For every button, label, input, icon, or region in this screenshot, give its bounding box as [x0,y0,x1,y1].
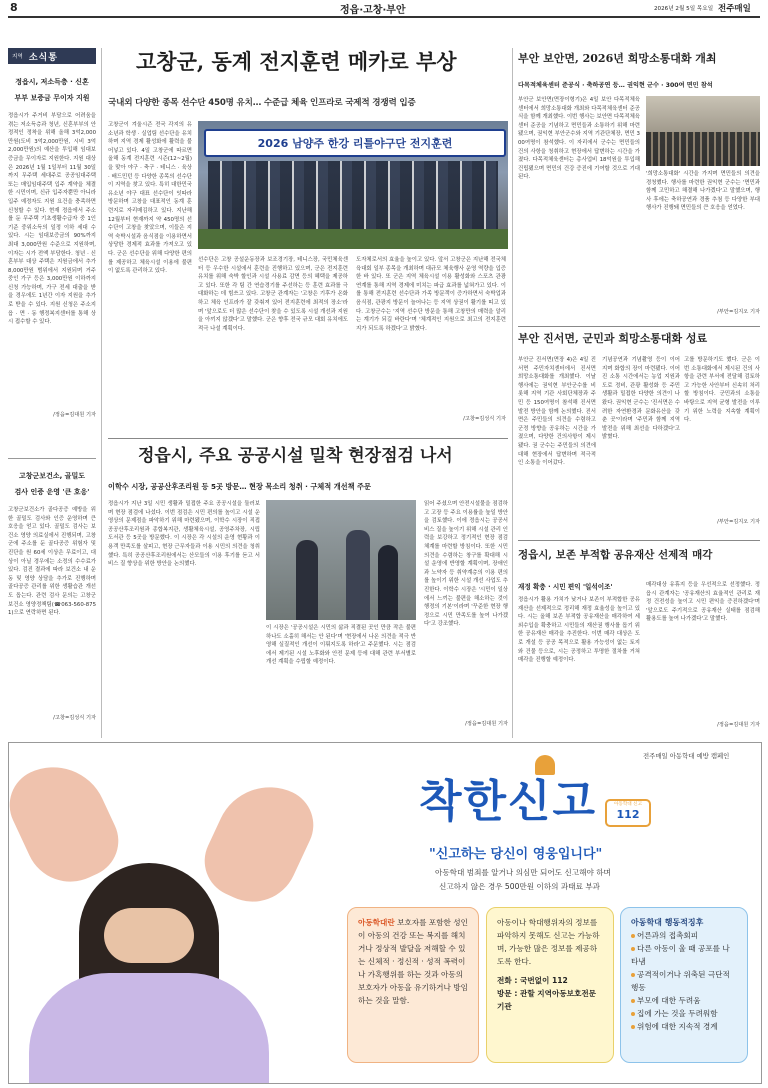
ad-illustration [9,743,319,1083]
article3-col2: '희망소통대화' 시간을 가지며 면민들의 의견을 경청했다. 행사를 마련한 권익현 군수는 '면민과 함께 고민하고 해결해 나가겠다'고 말했으며, 행사 후에는 축하공연과 경품 추첨 등 다양한 부대행사가 진행돼 면민들의 큰 호응을 얻었다. [646,171,760,212]
team-group [208,161,498,231]
item1-headline-2: 부부 보증금 무이자 지원 [14,94,90,102]
bullet-icon [631,999,635,1003]
badge-num: 112 [616,808,640,821]
box3-item-5: 위험에 대한 지속적 경계 [631,1020,737,1033]
bullet-icon [631,1025,635,1029]
article1-col3: 도자체로서의 효율을 높이고 있다. 앞서 고창군은 지난해 전국체육대회 일부 종목을 개최하며 대규모 체육행사 운영 역량을 입증한 바 있다. 또 군은 지역 체육시설 이용 활성화와 스포츠 관광 연계를 통해 지역 경제에 미치는 파급 효과를 넓혀가고 있다. 이를 통해 전지훈련 선수단과 가족 방문객이 증가하면서 숙박업과 음식점, 관광지 방문이 늘어나는 등 지역 상권이 활기를 띠고 있다. 고창군수는 '지역 선수단 방문을 통해 고창만의 매력을 알리는 계기가 되길 바란다'며 '체계적인 지원으로 최고의 전지훈련지가 되도록 하겠다'고 밝혔다. [356,257,506,332]
right-column-rule [512,48,513,738]
sidebar [8,48,96,738]
article4-col2: 기념공연과 기념촬영 등이 이어지며 화합의 장이 마련됐다. 이어진 소통 시간에서는 농업 지원과 도로 정비, 관광 활성화 등 주민 생활과 밀접한 다양한 의견이 나왔다. 권익현 군수는 '진서면은 수려한 자연환경과 문화유산을 갖춘 곳'이라며 '주민과 함께 지역 발전을 위해 최선을 다하겠다'고 밝혔다. [602,357,680,441]
article5-subheadline: 재정 확충 · 시민 편익 '일석이조' [518,583,613,591]
box3-item-0: 어른과의 접촉회피 [631,929,737,942]
article3-col1: 부안군 보안면(면장이형기)은 4일 보안 다목적체육센터에서 희망소통대화 개최와 다목적체육센터 준공식을 함께 개최했다. 이번 행사는 보안면 다목적체육센터 준공을 기념하고 면민들과 소통하기 위해 마련됐으며, 권익현 부안군수와 지역 기관단체장, 면민 300여명이 참석했다. 이 자리에서 군수는 면민들의 건의 사항을 청취하고 현장에서 답변하는 시간을 가졌다. 다목적체육센터는 총사업비 18억원을 투입해 건립됐으며 면민의 건강 증진에 기여할 것으로 기대된다. [518,97,640,181]
box3-title: 아동학대 행동적징후 [631,918,704,927]
bullet-icon [631,1012,635,1016]
article5-credit: /정읍=김대원 기자 [717,722,760,728]
article3-headline: 부안 보안면, 2026년 희망소통대화 개최 [518,52,717,65]
box3-item-1: 다른 아동이 울 때 공포를 나타냄 [631,944,730,966]
article3-subheadline: 다목적체육센터 준공식 · 축하공연 등… 권익현 군수 · 300여 면민 참석 [518,82,713,89]
article1-photo [198,121,508,249]
item1-headline-1: 정읍시, 저소득층 · 신혼 [15,78,89,86]
sidebar-divider [8,458,96,459]
article5-col2-wrap [646,581,760,728]
article1-col2: 선수단은 고창 공설운동장과 보조경기장, 테니스장, 국민체육센터 등 우수한 시설에서 훈련을 진행하고 있으며, 군은 전지훈련 유치를 위해 숙박 할인과 시설 사용료 감면 등의 혜택을 제공하고 있다. 또한 각 팀 간 연습경기를 주선하는 등 훈련 효과를 극대화하는 데 힘쓰고 있다. 고창군 관계자는 '고창은 기후가 온화하고 체육 인프라가 잘 갖춰져 있어 전지훈련에 최적의 장소'라며 '앞으로도 더 많은 선수단이 찾을 수 있도록 시설 개선과 지원을 아끼지 않겠다'고 말했다. 군은 향후 전국 규모 대회 유치에도 적극 나설 계획이다. [198,257,348,332]
ad-panel [8,742,762,1084]
article3-col2-wrap [646,170,760,315]
article1-credit: /고창=김성식 기자 [463,416,506,422]
article2-col3-wrap [424,500,508,727]
article1-col3-wrap [356,256,506,422]
article3-bottom-rule [518,326,760,327]
article5-headline: 정읍시, 보존 부적합 공유재산 선제적 매각 [518,549,713,561]
girl-shirt [29,973,269,1083]
bullet-icon [631,947,635,951]
sidebar-tag: 지역 [12,54,23,60]
section-title: 정읍·고창·부안 [340,5,406,16]
article1-col1: 고창군이 겨울시즌 전국 각지의 유소년과 학생 · 실업팀 선수단을 유치하며 지역 경제 활성화에 활력을 불어넣고 있다. 4일 고창군에 따르면 올해 동계 전지훈련 시즌(12~2월)을 맞아 야구 · 축구 · 테니스 · 육상 · 배드민턴 등 다양한 종목의 선수단이 지역을 찾고 있다. 특히 대한민국 유소년 야구 대표 선수단이 잇따라 방문하며 고창을 대표적인 동계 훈련지로 자리매김하고 있다. 지난해 12월부터 현재까지 약 450명의 선수단이 고창을 찾았으며, 이들은 지역 숙박시설과 음식점을 이용하면서 상당한 경제적 효과를 가져오고 있다. 군은 선수단을 위해 다양한 편의를 제공하고 체육시설 이용에 불편이 없도록 관리하고 있다. [108,122,192,275]
item1-credit: /정읍=김대원 기자 [53,412,96,418]
article3-photo [646,96,760,166]
article4-col3: 고를 방문하기도 했다. 군은 이번 소통대화에서 제시된 건의 사항을 관련 부서에 전달해 검토하고 가능한 사안부터 신속히 처리할 방침이다. 군민과의 소통을 바탕으로 지역 균형 발전을 이루기 위한 노력을 지속할 계획이다. [684,357,760,424]
girl-hands [104,908,194,963]
sidebar-item-2 [8,468,96,721]
ad-slogan: "신고하는 당신이 영웅입니다" [429,847,603,862]
article5-col2: 매각대상 유휴지 등을 우선적으로 선정했다. 정읍시 관계자는 '공유재산의 효율적인 관리로 재정 건전성을 높이고 시민 편익을 증진하겠다'며 '앞으로도 주기적으로 공유재산 실태를 점검해 활용도를 높여 나가겠다'고 말했다. [646,582,760,623]
item2-body: 고창군보건소가 골다공증 예방을 위한 골밀도 검사와 인증 운영하며 큰 호응을 얻고 있다. 골밀도 검사는 보건소 영양 의료실에서 진행되며, 고창군에 주소를 둔 골다공증 위험자 및 진단을 원 60세 이상은 무료이고, 대상이 아닐 경우에는 소정의 수수료가 있다. 검진 결과에 따라 보건소 내 운동 및 영양 상담을 추가로 진행하며 골다공증 관리를 위한 생활습관 개선도 돕는다. 관련 검사 문의는 고창군보건소 영양정책팀(☎063-560-8751)으로 연락하면 된다. [8,507,96,617]
box3-item-2: 공격적이거나 위축된 극단적 행동 [631,970,730,992]
sidebar-title: 소식통 [28,52,58,63]
badge-112 [605,799,651,827]
sidebar-item-1 [8,64,96,418]
ad-desc-1: 아동학대 범죄를 알거나 의심만 되어도 신고해야 하며 [435,868,611,877]
article2-credit: /정읍=김대원 기자 [465,721,508,727]
article3-credit: /부안=김지오 기자 [717,309,760,315]
box2-phone: 전화 : 국번없이 112 [497,976,568,985]
item2-credit: /고창=김성식 기자 [53,715,96,721]
article2-headline: 정읍시, 주요 공공시설 밀착 현장점검 나서 [138,446,453,466]
item2-headline-1: 고창군보건소, 골밀도 [19,472,85,480]
ad-desc-2: 신고하지 않은 경우 500만원 이하의 과태료 부과 [439,882,601,891]
ad-title [419,765,597,829]
article5-col1: 정읍시가 활용 가치가 낮거나 보존이 부적합한 공유재산을 선제적으로 정리해 재정 효율성을 높이고 있다. 시는 올해 보존 부적합 공유재산을 매각하여 세외수입을 확충하고 시민들의 재산권 행사를 돕기 위한 공유재산 매각을 추진한다. 이번 매각 대상은 도로 개설 등 공공 목적으로 활용 가능성이 없는 토지와 건물 등으로, 시는 공정하고 투명한 절차를 거쳐 매각을 진행할 예정이다. [518,597,640,664]
siren-icon [535,755,555,775]
article1-headline: 고창군, 동계 전지훈련 메카로 부상 [136,49,457,74]
article4-credit: /부안=김지오 기자 [717,519,760,525]
sidebar-tag-bar [8,48,96,64]
article2-col2: 이 시장은 '공공시설은 시민의 삶과 직결된 곳인 만큼 작은 불편 하나도 소홀히 해서는 안 된다'며 '현장에서 나온 의견을 적극 반영해 실질적인 개선이 이뤄지도록 하라'고 주문했다. 시는 점검에서 제기된 시설 노후화와 안전 문제 등에 대해 관련 부서별로 개선 계획을 수립할 예정이다. [266,625,416,666]
person-1 [296,540,318,620]
box3-item-4: 집에 가는 것을 두려워함 [631,1007,737,1020]
bullet-icon [631,934,635,938]
training-banner-text: 2026 남양주 한강 리틀야구단 전지훈련 [257,137,453,150]
article4-col1: 부안군 진서면(면장 4)은 4일 진서면 주민자치센터에서 진서면 희망소통대화를 개최했다. 이날 행사에는 권익현 부안군수를 비롯해 지역 기관 사회단체장과 주민 등 150여명이 참석해 진서면 발전 방안을 함께 논의했다. 진서면은 주민들의 의견을 수렴하고 군정 방향을 공유하는 시간을 가졌으며, 다양한 건의사항이 제시됐다. 권 군수는 주민들의 의견에 대해 현장에서 답변하며 적극적인 소통을 이어갔다. [518,357,596,467]
ad-campaign: 전주매일 아동학대 예방 캠페인 [643,752,730,760]
ad-box-signs [620,907,748,1063]
box2-text: 아동이나 학대행위자의 정보를 파악하지 못해도 신고는 가능하며, 가능한 많은 정보를 제공하도록 한다. [497,918,600,966]
person-3 [378,545,398,620]
training-banner [204,129,506,157]
article1-bottom-rule [108,438,508,439]
ad-title-text: 착한신고 [419,776,598,827]
article2-photo [266,500,416,620]
bullet-icon [631,973,635,977]
ad-box-report [486,907,614,1063]
hand-right [193,770,319,917]
box1-text: 보호자를 포함한 성인이 아동의 건강 또는 복지를 해치거나 정상적 발달을 저해할 수 있는 신체적 · 정신적 · 성적 폭력이나 가혹행위를 하는 것과 아동의 보호자가 아동을 유기하거나 방임하는 것을 말함. [358,918,468,1005]
header-rule [8,16,760,18]
page-header [0,0,768,16]
item2-headline-2: 검사 인증 운영 '큰 호응' [14,488,90,496]
article2-col1: 정읍시가 지난 3일 시민 생활과 밀접한 주요 공공시설을 둘러보며 현장 점검에 나섰다. 이번 점검은 시민 편의를 높이고 시설 운영상의 문제점을 파악하기 위해 마련됐으며, 이학수 시장이 직접 공공산후조리원과 종합복지관, 생활체육시설, 공영주차장, 시립도서관 등 5곳을 방문했다. 이 시장은 각 시설의 운영 현황과 이용객 만족도를 살피고, 현장 근무자들과 이용 시민의 의견을 청취했다. 특히 공공산후조리원에서는 산모들의 이용 후기를 듣고 서비스 질 향상을 위한 방안을 논의했다. [108,501,260,568]
audience [646,132,760,166]
box2-visit: 방문 : 관할 지역아동보호전문기관 [497,989,596,1011]
article4-col3-wrap [684,356,760,525]
article4-bottom-rule [518,540,760,541]
badge-top: 아동학대 신고 [613,802,643,807]
article2-subheadline: 이학수 시장, 공공산후조리원 등 5곳 방문… 현장 목소리 청취 · 구체적 개선책 주문 [108,482,371,491]
item1-body: 정읍시가 주거비 부담으로 어려움을 겪는 저소득층과 청년, 신혼부부의 안정적인 정착을 위해 올해 3억2,000만원(도비 3억2,000만원, 시비 3억2,000만원)의 예산을 투입해 임대보증금을 무이자로 지원한다. 지원 대상은 2026년 1월 1일부터 11월 30일까지 무주택 세대주로 공공임대주택 또는 매입임대주택 입주 계약을 체결한 시민이며, 신규 입주자뿐만 아니라 입주 예정자도 지원 요건을 충족하면 신청할 수 있다. 현재 정읍에서 주소를 둔 무주택 기초생활수급자 중 1인 기준 중위소득의 일정 이하 세대 수 있다. 시는 임대보증금의 90%까지 최대 3,000만원 수준으로 지원하며, 이자는 시가 전액 부담한다. 청년 · 신혼부부 대상 주택은 지원금에서 추가 8,000만원 범위에서 지원되며 거주 중인 가구 등은 3,000만원 이하까지 신청 가능하며, 가구 전세 대출을 받을 경우에도 1년간 이자 지원을 추가로 받을 수 있다. 지원 신청은 주소지 읍 · 면 · 동 행정복지센터를 통해 상시 접수할 수 있다. [8,113,96,326]
article4-headline: 부안 진서면, 군민과 희망소통대화 성료 [518,332,708,345]
box1-highlight: 아동학대란 [358,918,395,927]
issue-date: 2026년 2월 5일 목요일 [654,6,714,12]
article2-col3: 읽어 주셨으며 안전시설물을 점검하고 고장 등 주요 이용률을 높일 방안을 검토했다. 이에 정읍시는 공공서비스 질을 높이기 위해 시설 관리 인력을 보강하고 정기적인 현장 점검 체계를 마련할 방침이다. 또한 시민 의견을 수렴하는 창구를 확대해 시설 운영에 반영할 계획이며, 장애인과 노약자 등 취약계층의 이용 편의를 높이기 위한 시설 개선 사업도 추진한다. 이학수 시장은 '시민이 일상에서 느끼는 불편을 해소하는 것이 행정의 기본'이라며 '꾸준한 현장 행정으로 시민 만족도를 높여 나가겠다'고 강조했다. [424,501,508,628]
paper-name: 전주매일 [718,4,751,14]
ground [198,229,508,249]
page-number: 8 [10,1,18,14]
article1-subheadline: 국내외 다양한 종목 선수단 450명 유치… 수준급 체육 인프라로 국제적 경쟁력 입증 [108,98,416,108]
box3-item-3: 부모에 대한 두려움 [631,994,737,1007]
ad-box-definition [347,907,479,1063]
sidebar-column-rule [101,48,102,738]
person-2 [346,530,370,620]
